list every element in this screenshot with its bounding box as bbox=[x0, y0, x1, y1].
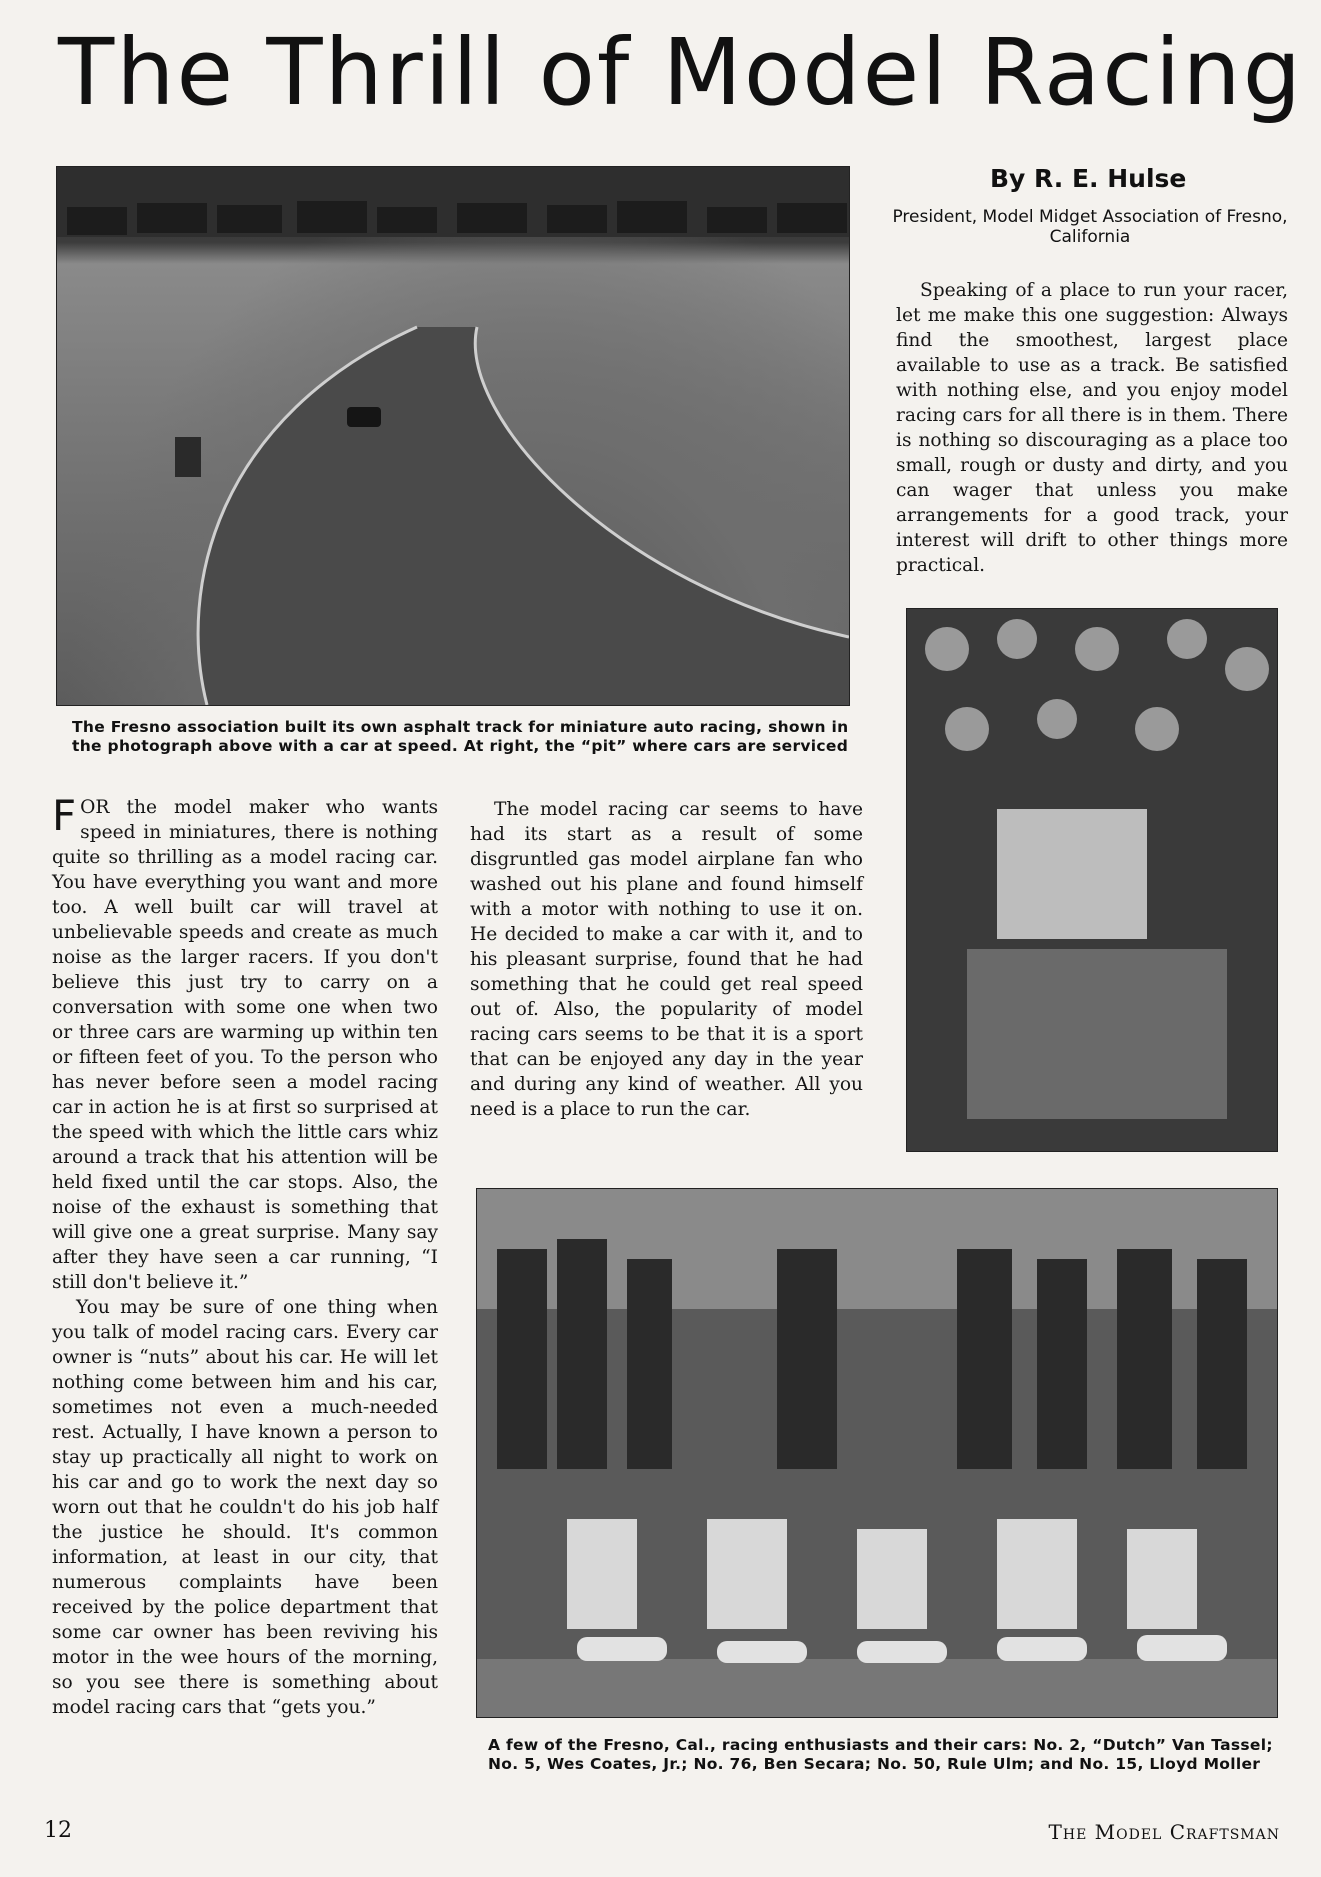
group-photo-caption: A few of the Fresno, Cal., racing enthusiasts and their cars: No. 2, “Dutch” Van Tassel; No. 5, Wes Coates, Jr.; No. 76, Ben Secara; No. 50, Rule Ulm; and No. 15, Lloyd Moller bbox=[488, 1736, 1273, 1773]
group-photo-illustration bbox=[477, 1189, 1277, 1717]
pit-photo bbox=[906, 608, 1278, 1152]
byline: By R. E. Hulse bbox=[990, 164, 1187, 193]
group-photo bbox=[476, 1188, 1278, 1718]
article-column-2 bbox=[470, 797, 863, 1122]
track-photo-caption: The Fresno association built its own asphalt track for miniature auto racing, shown in the photograph above with a car at speed. At right, the “pit” where cars are serviced bbox=[72, 718, 849, 755]
article-title: The Thrill of Model Racing bbox=[58, 19, 1304, 126]
intro-paragraph: Speaking of a place to run your racer, let me make this one suggestion: Always find the smoothest, largest place available to use as a track. Be satisfied with nothing else, and you enjoy model racing cars for all there is in them. There is nothing so discouraging as a place too small, rough or dusty and dirty, and you can wager that unless you make arrangements for a good track, your interest will drift to other things more practical. bbox=[896, 280, 1288, 576]
track-photo-illustration bbox=[57, 167, 849, 705]
author-affiliation: President, Model Midget Association of Fresno, California bbox=[892, 207, 1288, 247]
pit-photo-illustration bbox=[907, 609, 1277, 1151]
page-number: 12 bbox=[44, 1818, 72, 1843]
col1-paragraph-2: You may be sure of one thing when you talk of model racing cars. Every car owner is “nuts” about his car. He will let nothing come between him and his car, sometimes not even a much-needed rest. Actually, I have known a person to stay up practically all night to work on his car and go to work the next day so worn out that he couldn't do his job half the justice he should. It's common information, at least in our city, that numerous complaints have been received by the police department that some car owner has been reviving his motor in the wee hours of the morning, so you see there is something about model racing cars that “gets you.” bbox=[52, 1297, 438, 1718]
col2-paragraph-1: The model racing car seems to have had its start as a result of some disgruntled gas model airplane fan who washed out his plane and found himself with a motor with nothing to use it on. He decided to make a car with it, and to his pleasant surprise, found that he had something that he could get real speed out of. Also, the popularity of model racing cars seems to be that it is a sport that can be enjoyed any day in the year and during any kind of weather. All you need is a place to run the car. bbox=[470, 799, 863, 1120]
col1-paragraph-1: OR the model maker who wants speed in miniatures, there is nothing quite so thrilling as a model racing car. You have everything you want and more too. A well built car will travel at unbelievable speeds and create as much noise as the larger racers. If you don't believe this just try to carry on a conversation with some one when two or three cars are warming up within ten or fifteen feet of you. To the person who has never before seen a model racing car in action he is at first so surprised at the speed with which the little cars whiz around a track that his attention will be held fixed until the car stops. Also, the noise of the exhaust is something that will give one a great surprise. Many say after they have seen a car running, “I still don't believe it.” bbox=[52, 797, 438, 1293]
track-photo bbox=[56, 166, 850, 706]
magazine-name: The Model Craftsman bbox=[1048, 1820, 1280, 1844]
article-column-1 bbox=[52, 791, 438, 1720]
drop-cap: F bbox=[52, 791, 77, 840]
